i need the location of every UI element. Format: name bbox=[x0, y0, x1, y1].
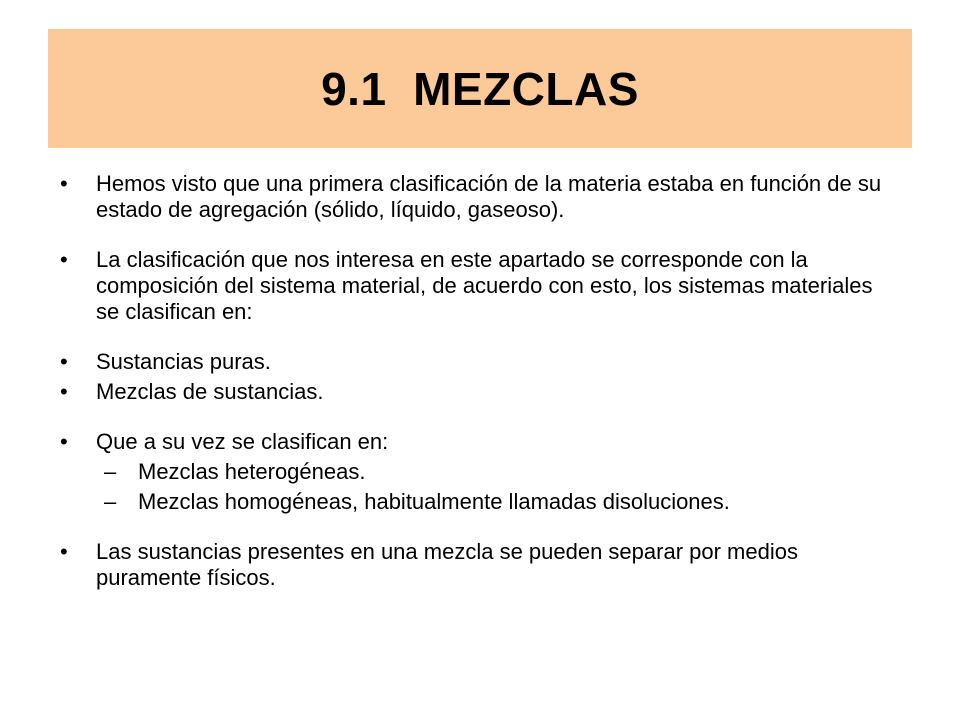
bullet-item bbox=[60, 379, 900, 405]
sub-bullet-text: Mezclas homogéneas, habitualmente llamadas disoluciones. bbox=[138, 489, 730, 514]
sub-bullet-item bbox=[60, 489, 900, 515]
bullet-item bbox=[60, 349, 900, 375]
bullet-item bbox=[60, 429, 900, 455]
bullet-text: Sustancias puras. bbox=[96, 349, 271, 374]
bullet-text: Las sustancias presentes en una mezcla se pueden separar por medios puramente físicos. bbox=[96, 539, 798, 590]
bullet-text: Hemos visto que una primera clasificación de la materia estaba en función de su estado de agregación (sólido, líquido, gaseoso). bbox=[96, 171, 882, 222]
bullet-text: Mezclas de sustancias. bbox=[96, 379, 324, 404]
slide-body bbox=[60, 171, 900, 591]
title-banner bbox=[48, 29, 912, 148]
bullet-item bbox=[60, 539, 900, 591]
bullet-marker: • bbox=[60, 349, 68, 374]
bullet-item bbox=[60, 171, 900, 223]
bullet-marker: • bbox=[60, 429, 68, 454]
bullet-marker: • bbox=[60, 539, 68, 564]
sub-bullet-item bbox=[60, 459, 900, 485]
bullet-marker: • bbox=[60, 247, 68, 272]
bullet-text: Que a su vez se clasifican en: bbox=[96, 429, 389, 454]
sub-bullet-text: Mezclas heterogéneas. bbox=[138, 459, 366, 484]
dash-marker: – bbox=[104, 489, 117, 514]
bullet-text: La clasificación que nos interesa en este apartado se corresponde con la composición del sistema material, de acuerdo con esto, los sistemas materiales se clasifican en: bbox=[96, 247, 873, 324]
bullet-item bbox=[60, 247, 900, 325]
bullet-marker: • bbox=[60, 171, 68, 196]
slide-title: 9.1 MEZCLAS bbox=[321, 62, 639, 115]
bullet-marker: • bbox=[60, 379, 68, 404]
dash-marker: – bbox=[104, 459, 117, 484]
